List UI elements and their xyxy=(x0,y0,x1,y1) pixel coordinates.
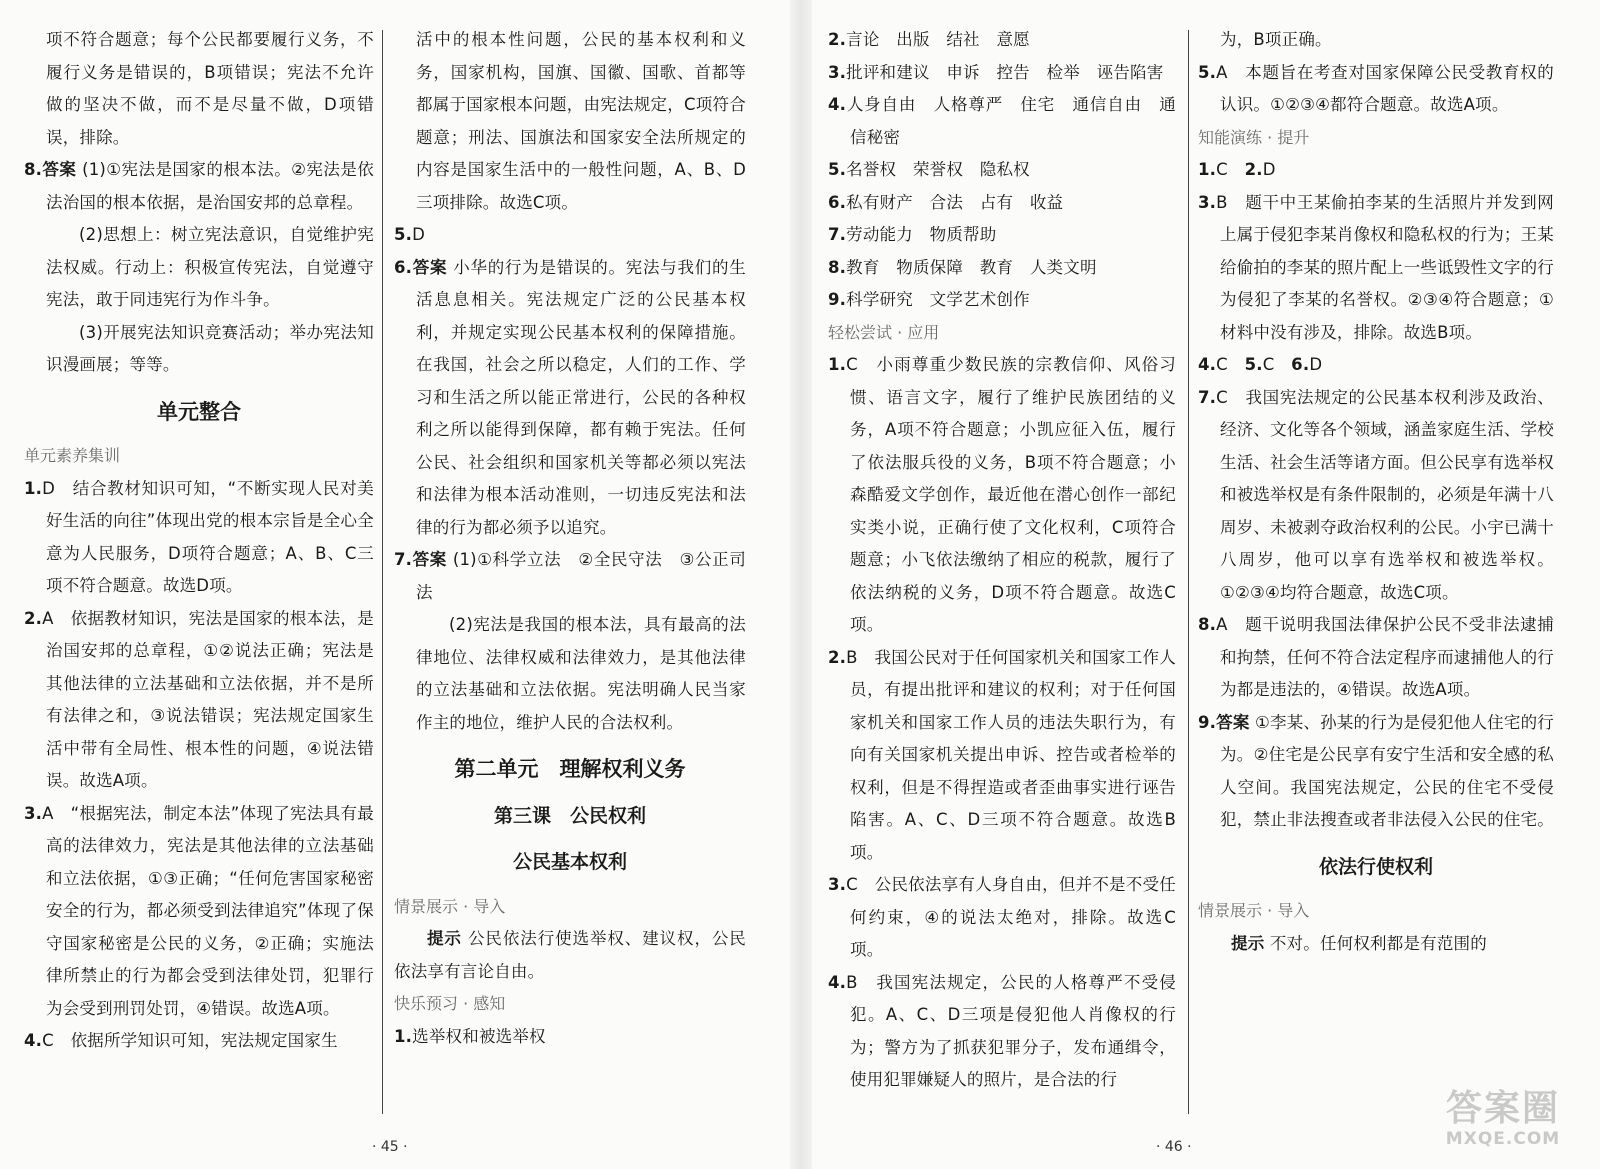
item-number: 3. xyxy=(828,875,847,894)
item-text: 批评和建议 申诉 控告 检举 诬告陷害 xyxy=(846,62,1164,82)
answer-item-6 xyxy=(394,252,746,545)
preview-item-8 xyxy=(828,252,1176,285)
right-page-column-1 xyxy=(828,24,1176,1119)
item-number: 5. xyxy=(1198,62,1217,82)
preview-item-4 xyxy=(828,89,1176,154)
answer-text: A 依据教材知识，宪法是国家的根本法，是治国安邦的总章程，①②说法正确；宪法是其他法律的立法基础和立法依据，并不是所有法律之和，③说法错误；宪法规定国家生活中带有全局性、根本性的问题，④说法错误。故选A项。 xyxy=(42,608,374,790)
answer-tag: 答案 xyxy=(412,257,448,277)
topic-heading: 公民基本权利 xyxy=(512,851,627,873)
preview-item-6 xyxy=(828,187,1176,220)
item-text: 名誉权 荣誉权 隐私权 xyxy=(846,160,1030,179)
answer-item-3 xyxy=(24,798,374,1026)
item-number: 4. xyxy=(1198,355,1217,374)
answer-item-8 xyxy=(1198,609,1554,707)
answer-item-3 xyxy=(1198,187,1554,350)
page-number-right: · 46 · xyxy=(1156,1139,1192,1155)
item-number: 4. xyxy=(24,1031,43,1050)
item-number: 6. xyxy=(1291,355,1310,374)
section-label: 快乐预习 · 感知 xyxy=(394,994,506,1013)
answer-item-4 xyxy=(828,967,1176,1097)
item-number: 9. xyxy=(1198,712,1217,732)
item-number: 1. xyxy=(394,1026,413,1046)
unit-summary-heading: 单元整合 xyxy=(157,399,241,424)
answer-text: D xyxy=(412,225,426,244)
answer-text: B 题干中王某偷拍李某的生活照片并发到网上属于侵犯李某肖像权和隐私权的行为；王某给偷拍的李某的照片配上一些诋毁性文字的行为侵犯了李某的名誉权。②③④符合题意；①材料中没有涉及，排除。故选B项。 xyxy=(1216,192,1554,342)
answer-text: C 依据所学知识可知，宪法规定国家生 xyxy=(42,1031,338,1050)
answer-text: D xyxy=(1309,355,1323,374)
answer-tag: 答案 xyxy=(42,160,77,179)
item-number: 7. xyxy=(394,550,413,569)
continued-text: 活中的根本性问题，公民的基本权利和义务，国家机构，国旗、国徽、国歌、首都等都属于国家根本问题，由宪法规定，C项符合题意；刑法、国旗法和国家安全法所规定的内容是国家生活中的一般性问题，A、B、D三项排除。故选C项。 xyxy=(416,30,746,212)
answer-item-3 xyxy=(828,869,1176,967)
item-number: 4. xyxy=(828,95,847,114)
preview-item-2 xyxy=(828,24,1176,57)
lesson-three-heading: 第三课 公民权利 xyxy=(493,804,646,827)
item-number: 3. xyxy=(24,803,43,823)
page-number-left: · 45 · xyxy=(372,1139,408,1155)
item-text: 教育 物质保障 教育 人类文明 xyxy=(846,257,1097,277)
item-text: 私有财产 合法 占有 收益 xyxy=(846,192,1064,212)
answer-text: B 我国公民对于任何国家机关和国家工作人员，有提出批评和建议的权利；对于任何国家机关和国家工作人员的违法失职行为，有向有关国家机关提出申诉、控告或者检举的权利，但是不得捏造或者歪曲事实进行诬告陷害。A、C、D三项不符合题意。故选B项。 xyxy=(846,647,1176,862)
answer-text: C 小雨尊重少数民族的宗教信仰、风俗习惯、语言文字，履行了维护民族团结的义务，A项不符合题意；小凯应征入伍，履行了依法服兵役的义务，B项不符合题意；小森酷爱文学创作，最近他在潜心创作一部纪实类小说，正确行使了文化权利，C项符合题意；小飞依法缴纳了相应的税款，履行了依法纳税的义务，D项不符合题意。故选C项。 xyxy=(846,355,1176,634)
answer-text: B 我国宪法规定，公民的人格尊严不受侵犯。A、C、D三项是侵犯他人肖像权的行为；警方为了抓获犯罪分子，发布通缉令，使用犯罪嫌疑人的照片，是合法的行 xyxy=(846,972,1176,1089)
item-text: 劳动能力 物质帮助 xyxy=(846,225,997,244)
answer-text: A “根据宪法，制定本法”体现了宪法具有最高的法律效力，宪法是其他法律的立法基础和立法依据，①③正确；“任何危害国家秘密安全的行为，都必须受到法律追究”体现了保守国家秘密是公民的义务，②正确；实施法律所禁止的行为都会受到法律处罚，犯罪行为会受到刑罚处罚，④错误。故选A项。 xyxy=(42,803,374,1018)
answer-item-4 xyxy=(24,1025,374,1058)
answer-text: C xyxy=(1216,355,1245,374)
item-number: 7. xyxy=(1198,387,1217,407)
answer-item-2 xyxy=(828,642,1176,870)
hint-paragraph xyxy=(394,923,746,988)
item-number: 7. xyxy=(828,225,847,244)
item-text: 选举权和被选举权 xyxy=(412,1026,546,1046)
item-number: 2. xyxy=(1244,160,1263,179)
answer-item-2 xyxy=(24,603,374,798)
hint-tag: 提示 xyxy=(1231,933,1265,953)
answer-tag: 答案 xyxy=(412,550,447,569)
topic-heading: 依法行使权利 xyxy=(1318,855,1433,878)
book-gutter xyxy=(790,0,812,1169)
section-label: 情景展示 · 导入 xyxy=(1198,901,1310,920)
item-number: 6. xyxy=(828,192,847,212)
preview-item-1 xyxy=(394,1021,746,1054)
item-number: 8. xyxy=(1198,615,1217,634)
preview-item-7 xyxy=(828,219,1176,252)
item-number: 5. xyxy=(828,160,847,179)
answer-item-7 xyxy=(394,544,746,609)
unit-two-heading: 第二单元 理解权利义务 xyxy=(454,757,686,781)
answer-item-9 xyxy=(1198,707,1554,837)
item-number: 6. xyxy=(394,257,413,277)
answer-text: A 本题旨在考查对国家保障公民受教育权的认识。①②③④都符合题意。故选A项。 xyxy=(1216,62,1554,114)
item-number: 8. xyxy=(24,160,43,179)
item-number: 3. xyxy=(1198,192,1217,212)
answer-text: (1)①宪法是国家的根本法。②宪法是依法治国的根本依据，是治国安邦的总章程。 xyxy=(46,160,374,212)
site-watermark xyxy=(1428,1089,1578,1155)
left-page-column-2 xyxy=(394,24,746,1119)
item-number: 5. xyxy=(1244,355,1263,374)
answer-items-4-6 xyxy=(1198,349,1554,382)
item-text: 人身自由 人格尊严 住宅 通信自由 通信秘密 xyxy=(846,95,1176,147)
item-number: 2. xyxy=(828,30,847,49)
column-divider-left xyxy=(382,30,383,1114)
continued-text: 为，B项正确。 xyxy=(1220,30,1332,49)
answer-text: ①李某、孙某的行为是侵犯他人住宅的行为。②住宅是公民享有安宁生活和安全感的私人空间。我国宪法规定，公民的住宅不受侵犯，禁止非法搜查或者非法侵入公民的住宅。 xyxy=(1220,712,1554,829)
hint-text: 不对。任何权利都是有范围的 xyxy=(1269,933,1487,953)
watermark-url: MXQE.COM xyxy=(1445,1129,1561,1149)
answer-text: C 公民依法享有人身自由，但并不是不受任何约束，④的说法太绝对，排除。故选C项。 xyxy=(846,875,1176,959)
answer-text: C 我国宪法规定的公民基本权利涉及政治、经济、文化等各个领域，涵盖家庭生活、学校生活、社会生活等诸方面。但公民享有选举权和被选举权是有条件限制的，必须是年满十八周岁、未被剥夺政治权利的公民。小宇已满十八周岁，他可以享有选举权和被选举权。①②③④均符合题意，故选C项。 xyxy=(1216,387,1554,602)
item-number: 8. xyxy=(828,257,847,277)
section-label: 知能演练 · 提升 xyxy=(1198,127,1310,147)
section-label: 轻松尝试 · 应用 xyxy=(828,322,940,342)
hint-text: 公民依法行使选举权、建议权，公民依法享有言论自由。 xyxy=(394,929,746,981)
answer-item-8 xyxy=(24,154,374,219)
answer-paragraph: (2)思想上：树立宪法意识，自觉维护宪法权威。行动上：积极宣传宪法，自觉遵守宪法，敢于同违宪行为作斗争。 xyxy=(46,225,374,309)
preview-item-9 xyxy=(828,284,1176,317)
item-number: 2. xyxy=(24,608,43,628)
preview-item-5 xyxy=(828,154,1176,187)
section-label: 单元素养集训 xyxy=(24,446,121,465)
left-page-column-1 xyxy=(24,24,374,1119)
answer-text: C xyxy=(1262,355,1292,374)
section-label: 情景展示 · 导入 xyxy=(394,896,506,916)
answer-paragraph: (2)宪法是我国的根本法，具有最高的法律地位、法律权威和法律效力，是其他法律的立法基础和立法依据。宪法明确人民当家作主的地位，维护人民的合法权利。 xyxy=(416,615,746,732)
item-number: 1. xyxy=(1198,160,1217,179)
item-number: 1. xyxy=(24,478,43,498)
answer-text: C xyxy=(1216,160,1245,179)
answer-tag: 答案 xyxy=(1216,712,1250,732)
item-text: 言论 出版 结社 意愿 xyxy=(846,30,1030,49)
answer-items-1-2 xyxy=(1198,154,1554,187)
column-divider-right xyxy=(1188,30,1189,1114)
answer-text: (1)①科学立法 ②全民守法 ③公正司法 xyxy=(416,550,746,602)
answer-item-1 xyxy=(828,349,1176,642)
preview-item-3 xyxy=(828,57,1176,90)
answer-item-7 xyxy=(1198,382,1554,610)
continued-text: 项不符合题意；每个公民都要履行义务，不履行义务是错误的，B项错误；宪法不允许做的坚决不做，而不是尽量不做，D项错误，排除。 xyxy=(46,30,374,147)
watermark-title: 答案圈 xyxy=(1445,1088,1560,1129)
answer-text: D xyxy=(1262,160,1276,179)
answer-item-1 xyxy=(24,473,374,603)
item-number: 4. xyxy=(828,972,847,992)
item-number: 5. xyxy=(394,225,413,244)
hint-paragraph xyxy=(1198,928,1554,961)
item-text: 科学研究 文学艺术创作 xyxy=(846,290,1030,309)
answer-item-5 xyxy=(1198,57,1554,122)
answer-text: 小华的行为是错误的。宪法与我们的生活息息相关。宪法规定广泛的公民基本权利，并规定实现公民基本权利的保障措施。在我国，社会之所以稳定，人们的工作、学习和生活之所以能正常进行，公民的各种权利之所以能得到保障，都有赖于宪法。任何公民、社会组织和国家机关等都必须以宪法和法律为根本活动准则，一切违反宪法和法律的行为都必须予以追究。 xyxy=(416,257,746,537)
answer-paragraph: (3)开展宪法知识竞赛活动；举办宪法知识漫画展；等等。 xyxy=(46,322,374,374)
right-page-column-2 xyxy=(1198,24,1554,1119)
answer-text: A 题干说明我国法律保护公民不受非法逮捕和拘禁，任何不符合法定程序而逮捕他人的行为都是违法的，④错误。故选A项。 xyxy=(1216,615,1554,699)
item-number: 2. xyxy=(828,647,847,667)
hint-tag: 提示 xyxy=(427,929,462,948)
item-number: 1. xyxy=(828,355,847,374)
item-number: 9. xyxy=(828,290,847,309)
answer-text: D 结合教材知识可知，“不断实现人民对美好生活的向往”体现出党的根本宗旨是全心全意为人民服务，D项符合题意；A、B、C三项不符合题意。故选D项。 xyxy=(42,478,374,595)
answer-item-5 xyxy=(394,219,746,252)
item-number: 3. xyxy=(828,62,847,82)
